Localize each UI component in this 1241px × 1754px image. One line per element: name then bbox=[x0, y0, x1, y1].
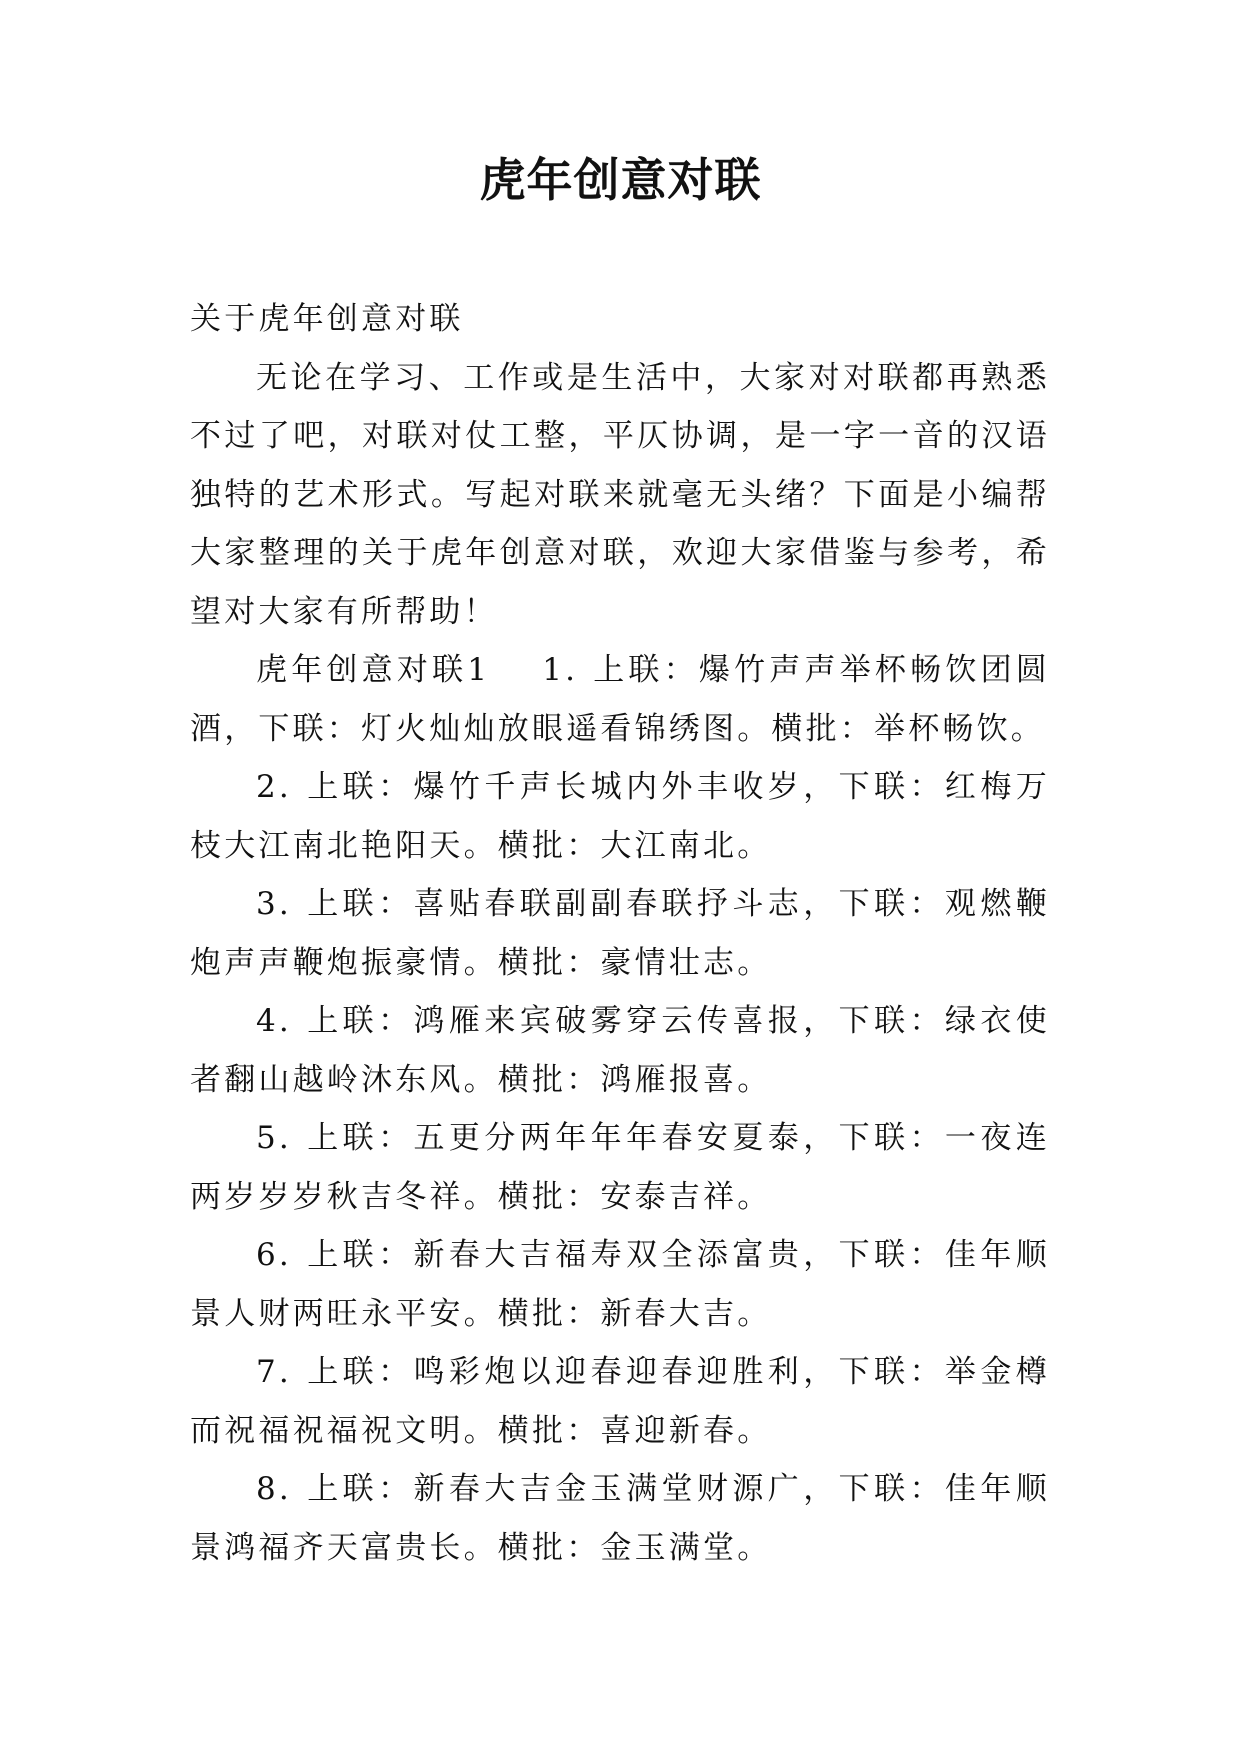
couplet-number: 8. bbox=[256, 1471, 292, 1507]
couplet-item-5 bbox=[190, 1109, 1050, 1226]
page-title: 虎年创意对联 bbox=[479, 153, 762, 207]
couplet-text: 上联：爆竹千声长城内外丰收岁，下联：红梅万枝大江南北艳阳天。横批：大江南北。 bbox=[190, 769, 1050, 864]
subtitle: 关于虎年创意对联 bbox=[190, 301, 464, 337]
couplet-number: 1. bbox=[542, 652, 579, 688]
couplet-item-6 bbox=[190, 1226, 1050, 1343]
couplet-text: 上联：鸿雁来宾破雾穿云传喜报，下联：绿衣使者翻山越岭沐东风。横批：鸿雁报喜。 bbox=[190, 1003, 1050, 1098]
couplet-item-4 bbox=[190, 992, 1050, 1109]
couplet-number: 2. bbox=[256, 769, 292, 805]
couplet-text: 上联：新春大吉金玉满堂财源广，下联：佳年顺景鸿福齐天富贵长。横批：金玉满堂。 bbox=[190, 1471, 1050, 1566]
couplet-item-7 bbox=[190, 1343, 1050, 1460]
couplet-number: 7. bbox=[256, 1354, 292, 1390]
couplet-text: 上联：新春大吉福寿双全添富贵，下联：佳年顺景人财两旺永平安。横批：新春大吉。 bbox=[190, 1237, 1050, 1332]
couplet-text: 上联：爆竹声声举杯畅饮团圆酒，下联：灯火灿灿放眼遥看锦绣图。横批：举杯畅饮。 bbox=[190, 652, 1050, 747]
couplet-item-3 bbox=[190, 875, 1050, 992]
document-body bbox=[190, 290, 1050, 1577]
couplet-text: 上联：喜贴春联副副春联抒斗志，下联：观燃鞭炮声声鞭炮振豪情。横批：豪情壮志。 bbox=[190, 886, 1050, 981]
couplet-text: 上联：鸣彩炮以迎春迎春迎胜利，下联：举金樽而祝福祝福祝文明。横批：喜迎新春。 bbox=[190, 1354, 1050, 1449]
couplet-item-2 bbox=[190, 758, 1050, 875]
couplet-number: 3. bbox=[256, 886, 292, 922]
couplet-number: 6. bbox=[256, 1237, 292, 1273]
couplet-item-8 bbox=[190, 1460, 1050, 1577]
intro-paragraph: 无论在学习、工作或是生活中，大家对对联都再熟悉不过了吧，对联对仗工整，平仄协调，是一字一音的汉语独特的艺术形式。写起对联来就毫无头绪？下面是小编帮大家整理的关于虎年创意对联，欢迎大家借鉴与参考，希望对大家有所帮助！ bbox=[190, 359, 1050, 630]
couplet-item-1 bbox=[190, 641, 1050, 758]
section-heading: 虎年创意对联1 bbox=[256, 652, 491, 688]
couplet-number: 5. bbox=[256, 1120, 292, 1156]
couplet-text: 上联：五更分两年年年春安夏泰，下联：一夜连两岁岁岁秋吉冬祥。横批：安泰吉祥。 bbox=[190, 1120, 1050, 1215]
couplet-number: 4. bbox=[256, 1003, 292, 1039]
